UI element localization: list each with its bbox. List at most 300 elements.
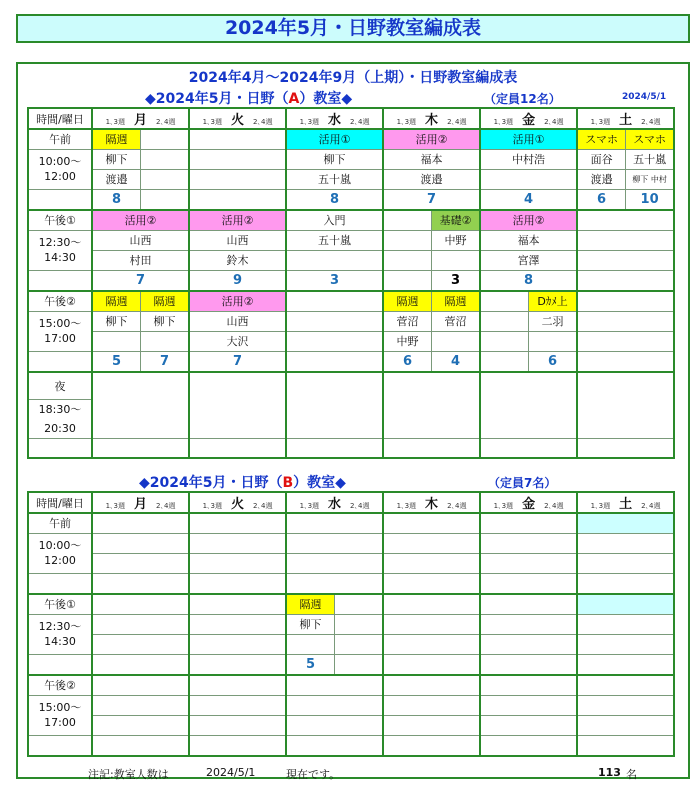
table-row [28, 553, 674, 573]
day-header [286, 492, 383, 513]
room-a-title-post: ）教室◆ [299, 91, 353, 107]
week-13-label: 1､3週 [202, 118, 223, 126]
schedule-cell: 菅沼 [383, 311, 432, 331]
empty-cell [286, 695, 383, 715]
table-row [28, 210, 674, 230]
empty-cell [383, 438, 480, 458]
table-row [28, 250, 674, 270]
empty-cell [92, 695, 189, 715]
section-time: 15:00～ 17:00 [28, 695, 92, 735]
table-row [28, 311, 674, 331]
day-header [286, 108, 383, 129]
empty-cell [286, 250, 383, 270]
corner-header: 時間/曜日 [28, 108, 92, 129]
empty-cell [141, 149, 190, 169]
day-name: 木 [425, 497, 439, 512]
schedule-cell: Dｶﾒ上 [529, 291, 578, 311]
empty-cell [92, 331, 141, 351]
section-spacer [28, 438, 92, 458]
section-time: 10:00～ 12:00 [28, 533, 92, 573]
schedule-cell: 9 [189, 270, 286, 291]
schedule-cell: 面谷 [577, 149, 626, 169]
week-13-label: 1､3週 [493, 118, 514, 126]
empty-cell [141, 189, 190, 210]
empty-cell [577, 291, 674, 311]
schedule-cell: 4 [432, 351, 481, 372]
empty-cell [141, 129, 190, 149]
header-row [28, 492, 674, 513]
empty-cell [480, 438, 577, 458]
empty-cell [480, 351, 529, 372]
empty-cell [480, 614, 577, 634]
empty-cell [189, 634, 286, 654]
empty-cell [383, 695, 480, 715]
empty-cell [383, 210, 432, 230]
schedule-cell: 活用① [286, 129, 383, 149]
schedule-cell: 隔週 [141, 291, 190, 311]
empty-cell [480, 331, 529, 351]
empty-cell [189, 372, 286, 438]
empty-cell [577, 573, 674, 594]
week-13-label: 1､3週 [202, 502, 223, 510]
empty-cell [189, 614, 286, 634]
table-row [28, 169, 674, 189]
schedule-cell: 基礎② [432, 210, 481, 230]
day-name: 水 [328, 497, 342, 512]
week-24-label: 2､4週 [253, 118, 273, 126]
empty-cell [383, 675, 480, 695]
empty-cell [383, 634, 480, 654]
week-13-label: 1､3週 [396, 502, 417, 510]
empty-cell [286, 438, 383, 458]
section-spacer [28, 654, 92, 675]
empty-cell [383, 735, 480, 756]
schedule-cell: 6 [383, 351, 432, 372]
schedule-cell: 8 [480, 270, 577, 291]
empty-cell [286, 715, 383, 735]
empty-cell [92, 634, 189, 654]
section-spacer [28, 189, 92, 210]
empty-cell [383, 250, 432, 270]
table-row [28, 230, 674, 250]
section-time: 12:30～ 14:30 [28, 614, 92, 654]
day-header [577, 492, 674, 513]
schedule-cell: 4 [480, 189, 577, 210]
section-time: 15:00～ 17:00 [28, 311, 92, 351]
schedule-cell: 5 [92, 351, 141, 372]
day-header [577, 108, 674, 129]
week-24-label: 2､4週 [156, 118, 176, 126]
schedule-cell: 渡邉 [383, 169, 480, 189]
empty-cell [189, 438, 286, 458]
week-13-label: 1､3週 [396, 118, 417, 126]
day-name: 月 [134, 497, 148, 512]
week-24-label: 2､4週 [350, 502, 370, 510]
empty-cell [383, 715, 480, 735]
empty-cell [286, 634, 335, 654]
empty-cell [286, 553, 383, 573]
section-spacer [28, 573, 92, 594]
day-header [189, 492, 286, 513]
section-label: 午後② [28, 291, 92, 311]
footer-total: 113 [598, 766, 621, 779]
empty-cell [577, 351, 674, 372]
section-time: 18:30～ 20:30 [28, 399, 92, 438]
empty-cell [92, 735, 189, 756]
schedule-cell: 隔週 [432, 291, 481, 311]
week-24-label: 2､4週 [544, 502, 564, 510]
empty-cell [577, 715, 674, 735]
table-row [28, 291, 674, 311]
empty-cell [286, 573, 383, 594]
empty-cell [480, 715, 577, 735]
schedule-cell: 山西 [92, 230, 189, 250]
empty-cell [577, 230, 674, 250]
footer-suffix: 現在です。 [286, 768, 341, 781]
room-b-title-post: ）教室◆ [293, 475, 346, 491]
empty-cell [141, 331, 190, 351]
empty-cell [577, 270, 674, 291]
schedule-cell: 活用② [92, 210, 189, 230]
room-b-title [139, 472, 346, 492]
empty-cell [286, 513, 383, 533]
schedule-cell: 鈴木 [189, 250, 286, 270]
week-24-label: 2､4週 [641, 118, 661, 126]
empty-cell [335, 594, 384, 614]
empty-cell [141, 169, 190, 189]
table-row [28, 331, 674, 351]
empty-cell [432, 250, 481, 270]
empty-cell [480, 594, 577, 614]
schedule-cell: 柳下 [141, 311, 190, 331]
empty-cell [92, 715, 189, 735]
schedule-cell: 中村浩 [480, 149, 577, 169]
empty-cell [577, 594, 674, 614]
empty-cell [383, 573, 480, 594]
day-name: 土 [619, 113, 633, 128]
week-13-label: 1､3週 [590, 118, 611, 126]
day-header [383, 108, 480, 129]
room-a-table [27, 107, 675, 459]
day-name: 土 [619, 497, 633, 512]
day-name: 水 [328, 113, 342, 128]
schedule-cell: 福本 [383, 149, 480, 169]
empty-cell [577, 438, 674, 458]
empty-cell [92, 372, 189, 438]
schedule-cell: 五十嵐 [286, 230, 383, 250]
empty-cell [189, 169, 286, 189]
empty-cell [189, 573, 286, 594]
day-name: 月 [134, 113, 148, 128]
day-name: 火 [231, 497, 245, 512]
empty-cell [577, 675, 674, 695]
schedule-cell: 隔週 [92, 291, 141, 311]
room-a-title [145, 88, 352, 108]
empty-cell [480, 735, 577, 756]
empty-cell [577, 513, 674, 533]
day-name: 木 [425, 113, 439, 128]
schedule-cell: 隔週 [383, 291, 432, 311]
table-row [28, 372, 674, 399]
room-a-capacity: （定員12名） [484, 92, 561, 106]
empty-cell [480, 634, 577, 654]
table-row [28, 594, 674, 614]
week-24-label: 2､4週 [253, 502, 273, 510]
table-row [28, 513, 674, 533]
empty-cell [189, 189, 286, 210]
table-row [28, 614, 674, 634]
empty-cell [577, 331, 674, 351]
empty-cell [189, 513, 286, 533]
schedule-cell: 10 [626, 189, 675, 210]
empty-cell [480, 573, 577, 594]
table-row [28, 533, 674, 553]
week-24-label: 2､4週 [544, 118, 564, 126]
schedule-cell: 活用② [189, 291, 286, 311]
empty-cell [480, 533, 577, 553]
section-label: 午後① [28, 594, 92, 614]
schedule-cell: 活用② [480, 210, 577, 230]
empty-cell [577, 250, 674, 270]
room-b-table [27, 491, 675, 757]
schedule-cell: 柳下 中村 [626, 169, 675, 189]
schedule-cell: 宮澤 [480, 250, 577, 270]
empty-cell [577, 210, 674, 230]
empty-cell [286, 331, 383, 351]
schedule-cell: 5 [286, 654, 335, 675]
schedule-cell: 大沢 [189, 331, 286, 351]
table-row [28, 715, 674, 735]
empty-cell [189, 594, 286, 614]
table-row [28, 438, 674, 458]
day-header [189, 108, 286, 129]
page-banner-title: 2024年5月・日野教室編成表 [16, 14, 690, 43]
schedule-cell: 活用① [480, 129, 577, 149]
schedule-cell: 菅沼 [432, 311, 481, 331]
section-label: 夜 [28, 372, 92, 399]
empty-cell [286, 372, 383, 438]
header-row [28, 108, 674, 129]
empty-cell [480, 291, 529, 311]
empty-cell [432, 331, 481, 351]
schedule-cell: 中野 [432, 230, 481, 250]
table-row [28, 573, 674, 594]
day-header [480, 108, 577, 129]
schedule-date: 2024/5/1 [622, 92, 667, 102]
table-row [28, 735, 674, 756]
schedule-cell: 柳下 [286, 149, 383, 169]
schedule-cell: 8 [92, 189, 141, 210]
day-header [92, 108, 189, 129]
empty-cell [189, 533, 286, 553]
schedule-cell: 柳下 [92, 149, 141, 169]
corner-header: 時間/曜日 [28, 492, 92, 513]
table-row [28, 695, 674, 715]
week-24-label: 2､4週 [641, 502, 661, 510]
section-time: 12:30～ 14:30 [28, 230, 92, 270]
table-row [28, 149, 674, 169]
empty-cell [335, 614, 384, 634]
room-a-letter: A [288, 91, 300, 107]
room-b-letter: B [282, 475, 294, 491]
section-spacer [28, 270, 92, 291]
table-row [28, 189, 674, 210]
schedule-cell: 渡邉 [577, 169, 626, 189]
empty-cell [92, 513, 189, 533]
empty-cell [189, 129, 286, 149]
empty-cell [383, 594, 480, 614]
footer-unit: 名 [626, 768, 637, 781]
week-13-label: 1､3週 [105, 502, 125, 510]
week-24-label: 2､4週 [447, 502, 467, 510]
empty-cell [189, 735, 286, 756]
empty-cell [577, 553, 674, 573]
day-header [383, 492, 480, 513]
footer-date: 2024/5/1 [206, 766, 256, 779]
week-24-label: 2､4週 [447, 118, 467, 126]
schedule-cell: 8 [286, 189, 383, 210]
empty-cell [286, 735, 383, 756]
empty-cell [335, 654, 384, 675]
empty-cell [189, 715, 286, 735]
day-name: 金 [522, 113, 536, 128]
schedule-cell: 6 [529, 351, 578, 372]
room-a-title-pre: ◆2024年5月・日野（ [145, 91, 289, 107]
schedule-frame [16, 62, 690, 779]
empty-cell [383, 230, 432, 250]
empty-cell [577, 311, 674, 331]
schedule-cell: 二羽 [529, 311, 578, 331]
day-header [480, 492, 577, 513]
empty-cell [92, 614, 189, 634]
week-13-label: 1､3週 [299, 502, 320, 510]
empty-cell [335, 634, 384, 654]
empty-cell [92, 438, 189, 458]
section-label: 午前 [28, 129, 92, 149]
table-row [28, 351, 674, 372]
schedule-cell: 7 [383, 189, 480, 210]
schedule-cell: 7 [141, 351, 190, 372]
schedule-cell: 7 [92, 270, 189, 291]
schedule-cell: 山西 [189, 311, 286, 331]
section-label: 午後② [28, 675, 92, 695]
schedule-cell: 入門 [286, 210, 383, 230]
empty-cell [189, 149, 286, 169]
table-row [28, 129, 674, 149]
schedule-cell: 柳下 [92, 311, 141, 331]
table-row [28, 654, 674, 675]
room-b-capacity: （定員7名） [488, 476, 557, 490]
schedule-cell: 山西 [189, 230, 286, 250]
room-b-title-pre: ◆2024年5月・日野（ [139, 475, 283, 491]
empty-cell [92, 533, 189, 553]
empty-cell [480, 169, 577, 189]
empty-cell [480, 553, 577, 573]
empty-cell [383, 513, 480, 533]
schedule-cell: 五十嵐 [626, 149, 675, 169]
section-spacer [28, 735, 92, 756]
empty-cell [286, 351, 383, 372]
table-row [28, 634, 674, 654]
section-time: 10:00～ 12:00 [28, 149, 92, 189]
schedule-cell: 7 [189, 351, 286, 372]
empty-cell [92, 573, 189, 594]
schedule-cell: 活用② [383, 129, 480, 149]
schedule-cell: 活用② [189, 210, 286, 230]
empty-cell [577, 735, 674, 756]
day-name: 金 [522, 497, 536, 512]
table-row [28, 675, 674, 695]
empty-cell [189, 675, 286, 695]
empty-cell [383, 372, 480, 438]
footer-note: 注記:教室人数は [88, 768, 169, 781]
empty-cell [383, 614, 480, 634]
week-24-label: 2､4週 [350, 118, 370, 126]
schedule-cell: 村田 [92, 250, 189, 270]
schedule-cell: スマホ [626, 129, 675, 149]
section-label: 午後① [28, 210, 92, 230]
empty-cell [92, 675, 189, 695]
empty-cell [480, 513, 577, 533]
week-24-label: 2､4週 [156, 502, 176, 510]
schedule-cell: 3 [286, 270, 383, 291]
empty-cell [189, 553, 286, 573]
empty-cell [286, 675, 383, 695]
empty-cell [189, 695, 286, 715]
empty-cell [577, 372, 674, 438]
empty-cell [480, 654, 577, 675]
empty-cell [286, 533, 383, 553]
week-13-label: 1､3週 [590, 502, 611, 510]
table-row [28, 270, 674, 291]
empty-cell [480, 675, 577, 695]
schedule-cell: 渡邉 [92, 169, 141, 189]
schedule-cell: 五十嵐 [286, 169, 383, 189]
day-header [92, 492, 189, 513]
empty-cell [383, 553, 480, 573]
section-spacer [28, 351, 92, 372]
day-name: 火 [231, 113, 245, 128]
empty-cell [286, 291, 383, 311]
empty-cell [577, 634, 674, 654]
empty-cell [529, 331, 578, 351]
empty-cell [92, 553, 189, 573]
empty-cell [577, 533, 674, 553]
schedule-cell: スマホ [577, 129, 626, 149]
empty-cell [383, 533, 480, 553]
period-title: 2024年4月～2024年9月（上期）・日野教室編成表 [188, 70, 518, 86]
empty-cell [92, 594, 189, 614]
schedule-cell: 隔週 [92, 129, 141, 149]
week-13-label: 1､3週 [493, 502, 514, 510]
empty-cell [383, 270, 432, 291]
schedule-cell: 福本 [480, 230, 577, 250]
week-13-label: 1､3週 [299, 118, 320, 126]
empty-cell [383, 654, 480, 675]
schedule-cell: 6 [577, 189, 626, 210]
empty-cell [577, 695, 674, 715]
empty-cell [92, 654, 189, 675]
empty-cell [577, 614, 674, 634]
week-13-label: 1､3週 [105, 118, 125, 126]
empty-cell [480, 311, 529, 331]
schedule-cell: 3 [432, 270, 481, 291]
empty-cell [189, 654, 286, 675]
empty-cell [480, 695, 577, 715]
schedule-cell: 隔週 [286, 594, 335, 614]
schedule-cell: 柳下 [286, 614, 335, 634]
empty-cell [286, 311, 383, 331]
